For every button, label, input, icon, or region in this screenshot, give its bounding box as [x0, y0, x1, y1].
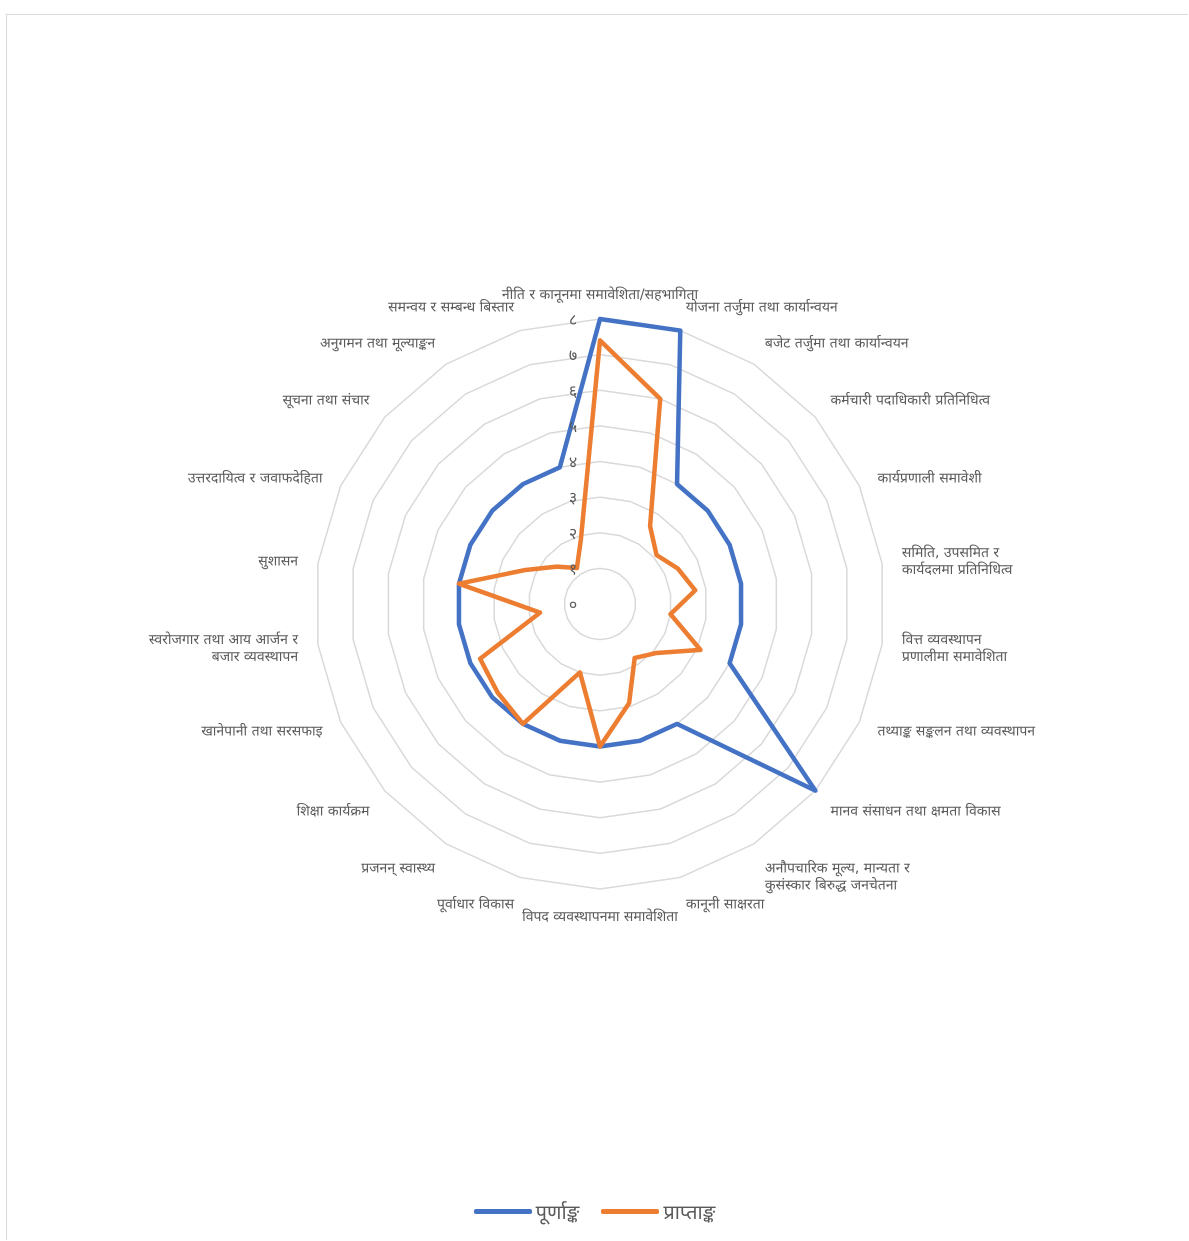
legend-item-series-1[interactable] — [601, 1198, 715, 1225]
tick-label-4: ४ — [568, 452, 578, 472]
legend — [0, 1198, 1189, 1225]
category-label-1: योजना तर्जुमा तथा कार्यान्वयन — [685, 299, 838, 316]
legend-label-series-1: प्राप्ताङ्क — [663, 1200, 716, 1224]
category-label-12: पूर्वाधार विकास — [437, 896, 515, 913]
legend-swatch-series-0 — [474, 1209, 532, 1214]
tick-label-5: ५ — [568, 416, 578, 436]
tick-label-2: २ — [568, 523, 578, 543]
series-line-0 — [459, 319, 815, 791]
tick-label-0: ० — [568, 595, 578, 614]
radar-grid — [318, 319, 882, 889]
category-label-0: नीति र कानूनमा समावेशिता/सहभागिता — [501, 287, 699, 303]
grid-ring-5 — [424, 426, 777, 782]
grid-ring-6 — [388, 390, 811, 818]
tick-label-8: ८ — [568, 310, 578, 329]
grid-ring-7 — [353, 355, 847, 854]
legend-label-series-0: पूर्णाङ्क — [535, 1200, 580, 1224]
category-label-21: समन्वय र सम्बन्ध बिस्तार — [388, 299, 515, 316]
radar-category-labels — [149, 286, 1035, 925]
grid-ring-8 — [318, 319, 882, 889]
legend-swatch-series-1 — [601, 1209, 659, 1214]
category-label-17: सुशासन — [258, 553, 299, 570]
category-label-8: मानव संसाधन तथा क्षमता विकास — [830, 803, 1001, 820]
legend-item-series-0[interactable] — [474, 1198, 580, 1225]
category-label-4: कार्यप्रणाली समावेशी — [877, 470, 982, 487]
radar-tick-labels — [569, 310, 577, 614]
category-label-14: शिक्षा कार्यक्रम — [296, 803, 370, 820]
category-label-15: खानेपानी तथा सरसफाइ — [201, 723, 323, 740]
tick-label-3: ३ — [568, 488, 578, 508]
tick-label-6: ६ — [568, 381, 578, 401]
category-label-10: कानूनी साक्षरता — [685, 896, 765, 913]
category-label-16: स्वरोजगार तथा आय आर्जन र बजार व्यवस्थापन — [148, 631, 299, 665]
category-label-18: उत्तरदायित्व र जवाफदेहिता — [187, 470, 323, 487]
category-label-13: प्रजनन् स्वास्थ्य — [361, 860, 436, 877]
tick-label-1: १ — [568, 559, 578, 579]
tick-label-7: ७ — [568, 345, 578, 365]
category-label-5: समिति, उपसमित र कार्यदलमा प्रतिनिधित्व — [901, 545, 1013, 579]
category-label-11: विपद व्यवस्थापनमा समावेशिता — [522, 909, 678, 925]
category-label-20: अनुगमन तथा मूल्याङ्कन — [320, 335, 436, 352]
radar-series — [459, 319, 815, 791]
category-label-2: बजेट तर्जुमा तथा कार्यान्वयन — [764, 335, 909, 352]
category-label-6: वित्त व्यवस्थापन प्रणालीमा समावेशिता — [901, 631, 1008, 665]
category-label-7: तथ्याङ्क सङ्कलन तथा व्यवस्थापन — [877, 723, 1036, 740]
grid-ring-3 — [494, 497, 706, 711]
category-label-9: अनौपचारिक मूल्य, मान्यता र कुसंस्कार बिरुद्ध जनचेतना — [764, 860, 910, 894]
category-label-19: सूचना तथा संचार — [282, 392, 370, 409]
category-label-3: कर्मचारी पदाधिकारी प्रतिनिधित्व — [830, 392, 991, 409]
